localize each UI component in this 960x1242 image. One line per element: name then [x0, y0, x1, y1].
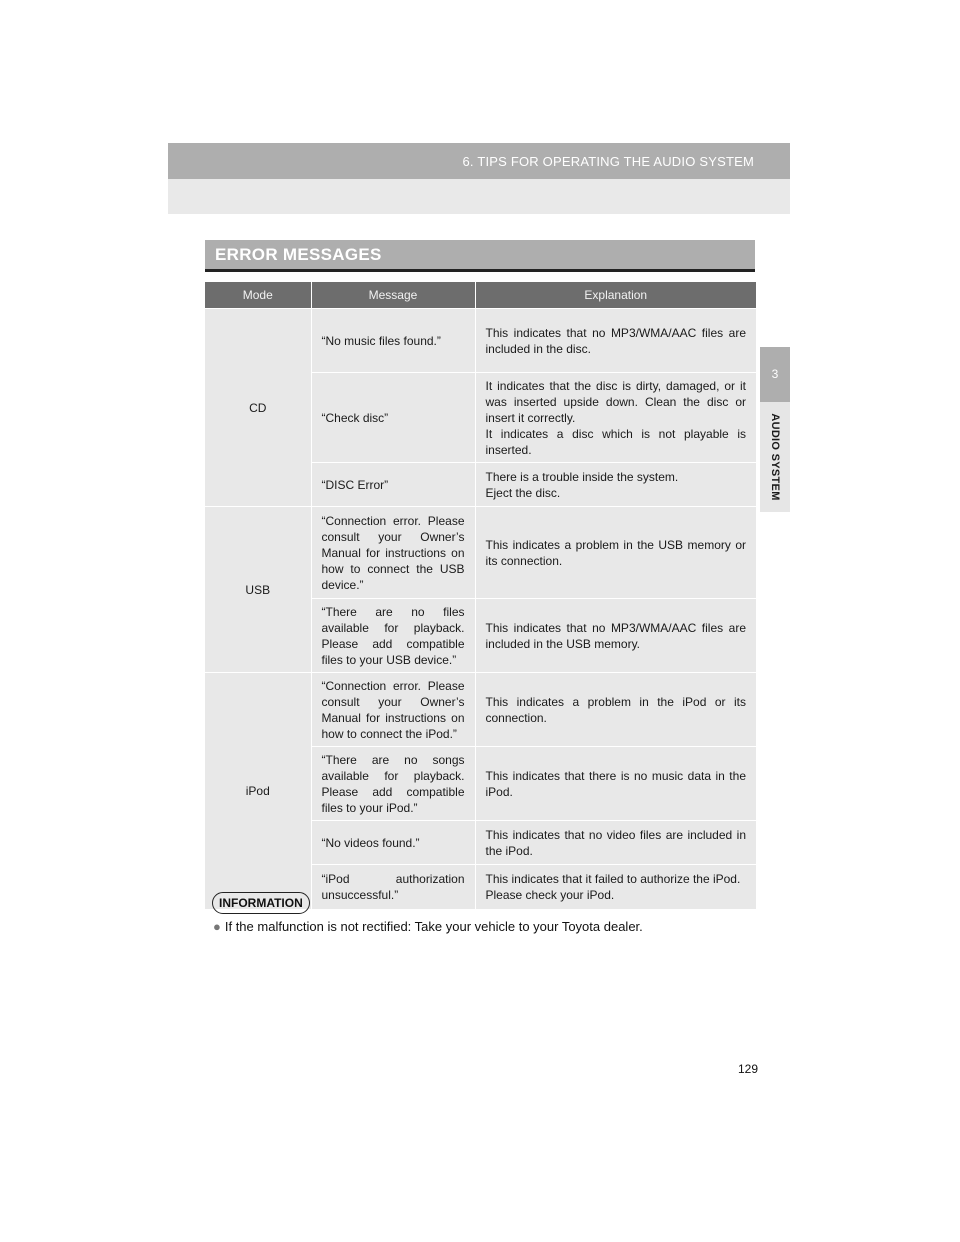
explanation-cell: There is a trouble inside the system. Eject the disc.: [475, 463, 756, 507]
section-heading: [205, 240, 755, 272]
message-cell: “Check disc”: [311, 373, 475, 463]
table-row: [205, 309, 756, 373]
message-cell: “Connection error. Please consult your Owner’s Manual for instructions on how to connect the iPod.”: [311, 673, 475, 747]
header-sub-band: [168, 179, 790, 214]
information-text: If the malfunction is not rectified: Take your vehicle to your Toyota dealer.: [224, 919, 643, 934]
message-cell: “iPod authorization unsuccessful.”: [311, 865, 475, 909]
column-header-mode: Mode: [205, 282, 311, 309]
explanation-cell: It indicates that the disc is dirty, damaged, or it was inserted upside down. Clean the disc or insert it correctly. It indicates a disc which is not playable is inserted.: [475, 373, 756, 463]
message-cell: “Connection error. Please consult your Owner’s Manual for instructions on how to connect the USB device.”: [311, 507, 475, 599]
page-number: 129: [738, 1062, 759, 1076]
header-band: [168, 143, 790, 179]
message-cell: “No music files found.”: [311, 309, 475, 373]
column-header-explanation: Explanation: [475, 282, 756, 309]
section-title: ERROR MESSAGES: [215, 245, 382, 264]
chapter-title: 6. TIPS FOR OPERATING THE AUDIO SYSTEM: [462, 154, 754, 169]
message-cell: “No videos found.”: [311, 821, 475, 865]
side-tab-number: 3: [760, 347, 790, 402]
explanation-cell: This indicates that no MP3/WMA/AAC files are included in the USB memory.: [475, 599, 756, 673]
column-header-message: Message: [311, 282, 475, 309]
mode-cell-ipod: iPod: [205, 673, 311, 909]
side-tab: [760, 402, 790, 512]
explanation-cell: This indicates that there is no music data in the iPod.: [475, 747, 756, 821]
message-cell: “DISC Error”: [311, 463, 475, 507]
mode-cell-usb: USB: [205, 507, 311, 673]
explanation-cell: This indicates that no MP3/WMA/AAC files are included in the disc.: [475, 309, 756, 373]
explanation-cell: This indicates a problem in the USB memory or its connection.: [475, 507, 756, 599]
bullet-icon: ●: [213, 919, 221, 934]
explanation-cell: This indicates a problem in the iPod or its connection.: [475, 673, 756, 747]
table-header-row: [205, 282, 756, 309]
explanation-cell: This indicates that it failed to authorize the iPod. Please check your iPod.: [475, 865, 756, 909]
table-row: [205, 507, 756, 599]
table-row: [205, 673, 756, 747]
error-messages-table: [205, 282, 756, 909]
information-item: [213, 919, 643, 934]
side-tab-label: AUDIO SYSTEM: [769, 413, 781, 501]
explanation-cell: This indicates that no video files are included in the iPod.: [475, 821, 756, 865]
message-cell: “There are no files available for playback. Please add compatible files to your USB device.”: [311, 599, 475, 673]
information-label: INFORMATION: [212, 892, 310, 914]
message-cell: “There are no songs available for playback. Please add compatible files to your iPod.”: [311, 747, 475, 821]
mode-cell-cd: CD: [205, 309, 311, 507]
